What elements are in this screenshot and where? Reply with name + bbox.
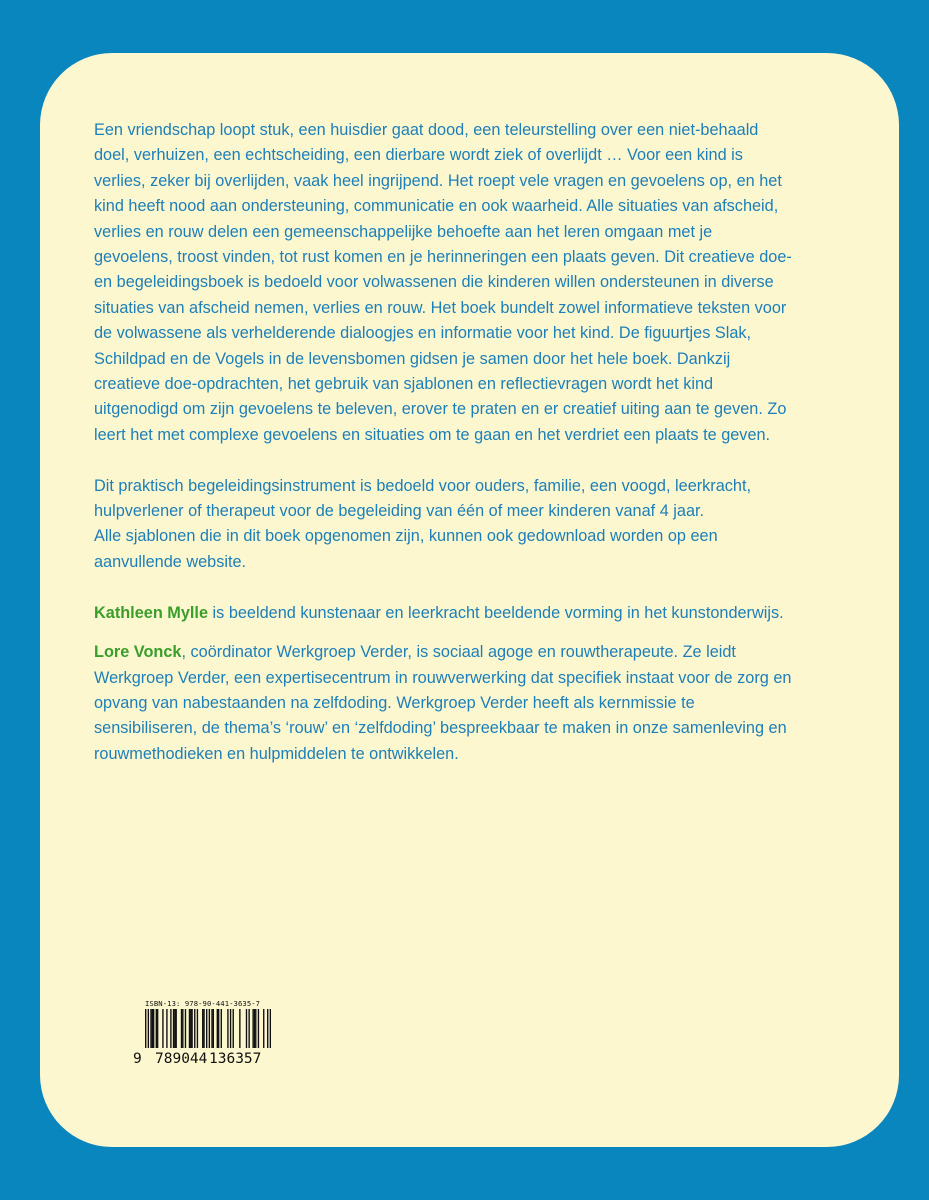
barcode-bar xyxy=(174,1009,175,1051)
download-text: Alle sjablonen die in dit boek opgenomen zijn, kunnen ook gedownload worden op een aanvullende website. xyxy=(94,527,718,571)
barcode-bar xyxy=(263,1009,264,1051)
barcode-bar xyxy=(189,1009,190,1051)
barcode-bar xyxy=(227,1009,228,1051)
barcode-bar xyxy=(190,1009,191,1051)
barcode-bar xyxy=(211,1009,212,1051)
audience-paragraph xyxy=(94,474,794,576)
barcode-bar xyxy=(221,1009,222,1051)
barcode-bar xyxy=(185,1009,186,1051)
barcode-bar xyxy=(218,1009,219,1051)
barcode-bar xyxy=(157,1009,158,1051)
barcode-bar xyxy=(255,1009,256,1051)
barcode-bar xyxy=(166,1009,167,1051)
author-bio-kathleen xyxy=(94,601,794,626)
barcode-bar xyxy=(246,1009,247,1051)
barcode-bar xyxy=(239,1009,240,1051)
barcode-bar xyxy=(153,1009,154,1051)
barcode-bar xyxy=(173,1009,174,1051)
barcode-bar xyxy=(258,1009,259,1051)
barcode-bar xyxy=(152,1009,153,1051)
barcode-digits xyxy=(133,1048,271,1068)
author-name-kathleen: Kathleen Mylle xyxy=(94,603,209,622)
author-bio-text-lore: , coördinator Werkgroep Verder, is sociaal agoge en rouwtherapeute. Ze leidt Werkgroep Verder, een expertisecentrum in rouwverwerking dat specifiek instaat voor de zorg en opvang van nabestaanden na zelfdoding. Werkgroep Verder heeft als kernmissie te sensibiliseren, de thema’s ‘rouw’ en ‘zelfdoding’ bespreekbaar te maken in onze samenleving en rouwmethodieken en hulpmiddelen te ontwikkelen. xyxy=(94,643,792,763)
isbn-label: ISBN-13: 978-90-441-3635-7 xyxy=(145,999,261,1008)
barcode-bar xyxy=(194,1009,195,1051)
barcode-bar xyxy=(233,1009,234,1051)
barcode-digits-left: 789044 xyxy=(155,1051,208,1067)
barcode-bar xyxy=(170,1009,171,1051)
barcode-digits-right: 136357 xyxy=(209,1051,262,1067)
barcode-bar xyxy=(248,1009,249,1051)
barcode-bar xyxy=(162,1009,163,1051)
audience-text: Dit praktisch begeleidingsinstrument is bedoeld voor ouders, familie, een voogd, leerkracht, hulpverlener of therapeut voor de begeleiding van één of meer kinderen vanaf 4 jaar. xyxy=(94,476,752,521)
barcode-bar xyxy=(156,1009,157,1051)
barcode-bar xyxy=(203,1009,204,1051)
cover-text xyxy=(94,118,794,767)
author-bio-text-kathleen: is beeldend kunstenaar en leerkracht beeldende vorming in het kunstonderwijs. xyxy=(208,603,784,622)
barcode-bar xyxy=(182,1009,183,1051)
author-name-lore: Lore Vonck xyxy=(94,643,182,662)
barcode-bar xyxy=(191,1009,192,1051)
author-bio-lore xyxy=(94,640,794,767)
barcode-bar xyxy=(197,1009,198,1051)
isbn-barcode xyxy=(133,999,271,1071)
barcode-bar xyxy=(176,1009,177,1051)
barcode-bar xyxy=(230,1009,231,1051)
barcode-bar xyxy=(181,1009,182,1051)
barcode-bar xyxy=(217,1009,218,1051)
barcode-bar xyxy=(254,1009,255,1051)
barcode-digit-first: 9 xyxy=(133,1051,142,1067)
barcode-bar xyxy=(202,1009,203,1051)
description-paragraph: Een vriendschap loopt stuk, een huisdier gaat dood, een teleurstelling over een niet-behaald doel, verhuizen, een echtscheiding, een dierbare wordt ziek of overlijdt … Voor een kind is verlies, zeker bij overlijden, vaak heel ingrijpend. Het roept vele vragen en gevoelens op, en het kind heeft nood aan ondersteuning, communicatie en ook waarheid. Alle situaties van afscheid, verlies en rouw delen een gemeenschappelijke behoefte aan het leren omgaan met je gevoelens, troost vinden, tot rust komen en je herinneringen een plaats geven. Dit creatieve doe- en begeleidingsboek is bedoeld voor volwassenen die kinderen willen ondersteunen in diverse situaties van afscheid nemen, verlies en rouw. Het boek bundelt zowel informatieve teksten voor de volwassene als verhelderende dialoogjes en informatie voor het kind. De figuurtjes Slak, Schildpad en de Vogels in de levensbomen gidsen je samen door het hele boek. Dankzij creatieve doe-opdrachten, het gebruik van sjablonen en reflectievragen wordt het kind uitgenodigd om zijn gevoelens te beleven, erover te praten en er creatief uiting aan te geven. Zo leert het met complexe gevoelens en situaties om te gaan en het verdriet een plaats te geven. xyxy=(94,121,792,444)
barcode-bar xyxy=(150,1009,151,1051)
barcode-bar xyxy=(213,1009,214,1051)
barcode-bar xyxy=(252,1009,253,1051)
